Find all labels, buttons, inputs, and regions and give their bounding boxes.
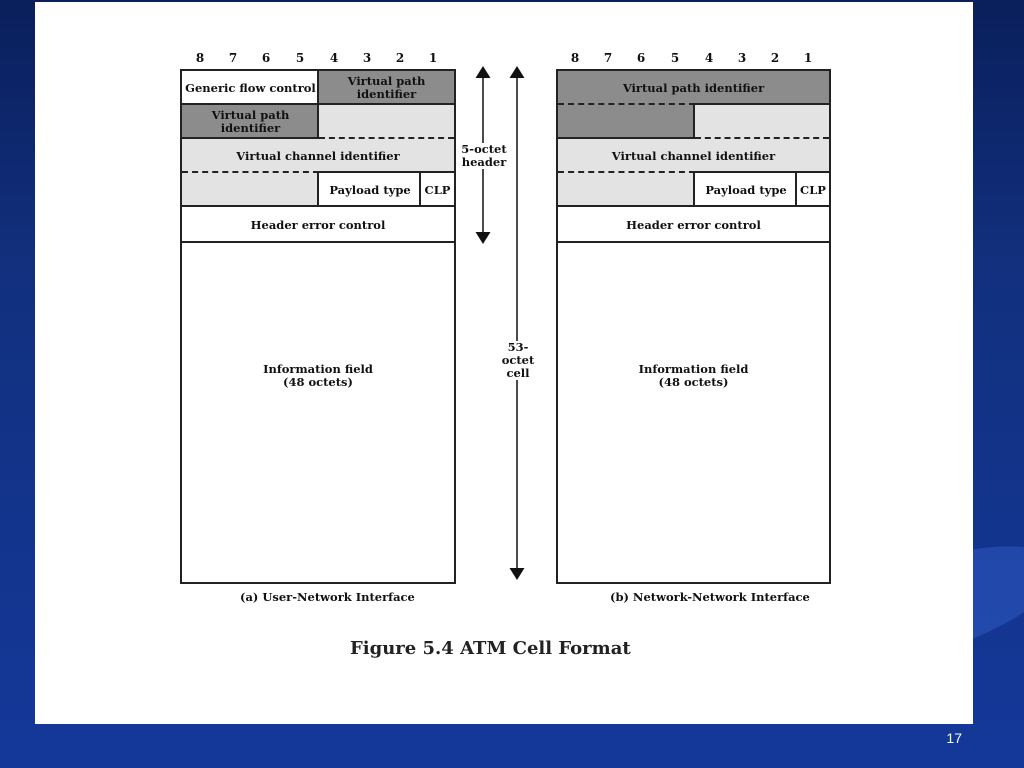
nni-caption: (b) Network-Network Interface: [610, 590, 810, 604]
uni-header-error-control: Header error control: [182, 207, 454, 243]
uni-payload-type: Payload type: [319, 173, 421, 207]
header-size-label-line2: header: [461, 155, 507, 169]
uni-clp: CLP: [421, 173, 454, 207]
uni-vpi-top: Virtual path identifier: [319, 71, 454, 105]
cell-size-label-line1: 53-octet: [501, 340, 535, 367]
uni-bit-6: 6: [261, 51, 271, 65]
header-size-label: [461, 143, 507, 169]
uni-vci: Virtual channel identifier: [182, 139, 454, 173]
slide-number: 17: [946, 730, 962, 746]
uni-generic-flow-control: Generic flow control: [182, 71, 319, 105]
nni-bit-7: 7: [603, 51, 613, 65]
nni-bit-1: 1: [803, 51, 813, 65]
cell-size-label-line2: cell: [506, 366, 530, 380]
cell-size-label: [493, 341, 543, 380]
uni-bit-3: 3: [362, 51, 372, 65]
nni-payload-type: Payload type: [695, 173, 797, 207]
uni-bit-5: 5: [295, 51, 305, 65]
nni-vci: Virtual channel identifier: [558, 139, 829, 173]
uni-bit-1: 1: [428, 51, 438, 65]
uni-bit-4: 4: [329, 51, 339, 65]
uni-info-line1: Information field: [263, 362, 373, 376]
nni-bit-8: 8: [570, 51, 580, 65]
nni-bit-6: 6: [636, 51, 646, 65]
atm-cell-format-figure: [35, 2, 973, 724]
nni-bit-2: 2: [770, 51, 780, 65]
nni-bit-4: 4: [704, 51, 714, 65]
slide-canvas: [35, 2, 973, 724]
header-size-label-line1: 5-octet: [461, 142, 507, 156]
nni-info-line2: (48 octets): [658, 375, 729, 389]
uni-bit-8: 8: [195, 51, 205, 65]
uni-vpi-bottom: Virtual path identifier: [182, 105, 319, 139]
figure-title: Figure 5.4 ATM Cell Format: [350, 638, 631, 659]
nni-bit-3: 3: [737, 51, 747, 65]
uni-bit-7: 7: [228, 51, 238, 65]
uni-info-line2: (48 octets): [283, 375, 353, 389]
nni-info-line1: Information field: [638, 362, 749, 376]
nni-bit-5: 5: [670, 51, 680, 65]
nni-clp: CLP: [797, 173, 829, 207]
nni-header-error-control: Header error control: [558, 207, 829, 243]
uni-bit-2: 2: [395, 51, 405, 65]
nni-vpi: Virtual path identifier: [558, 71, 829, 105]
uni-caption: (a) User-Network Interface: [240, 590, 415, 604]
